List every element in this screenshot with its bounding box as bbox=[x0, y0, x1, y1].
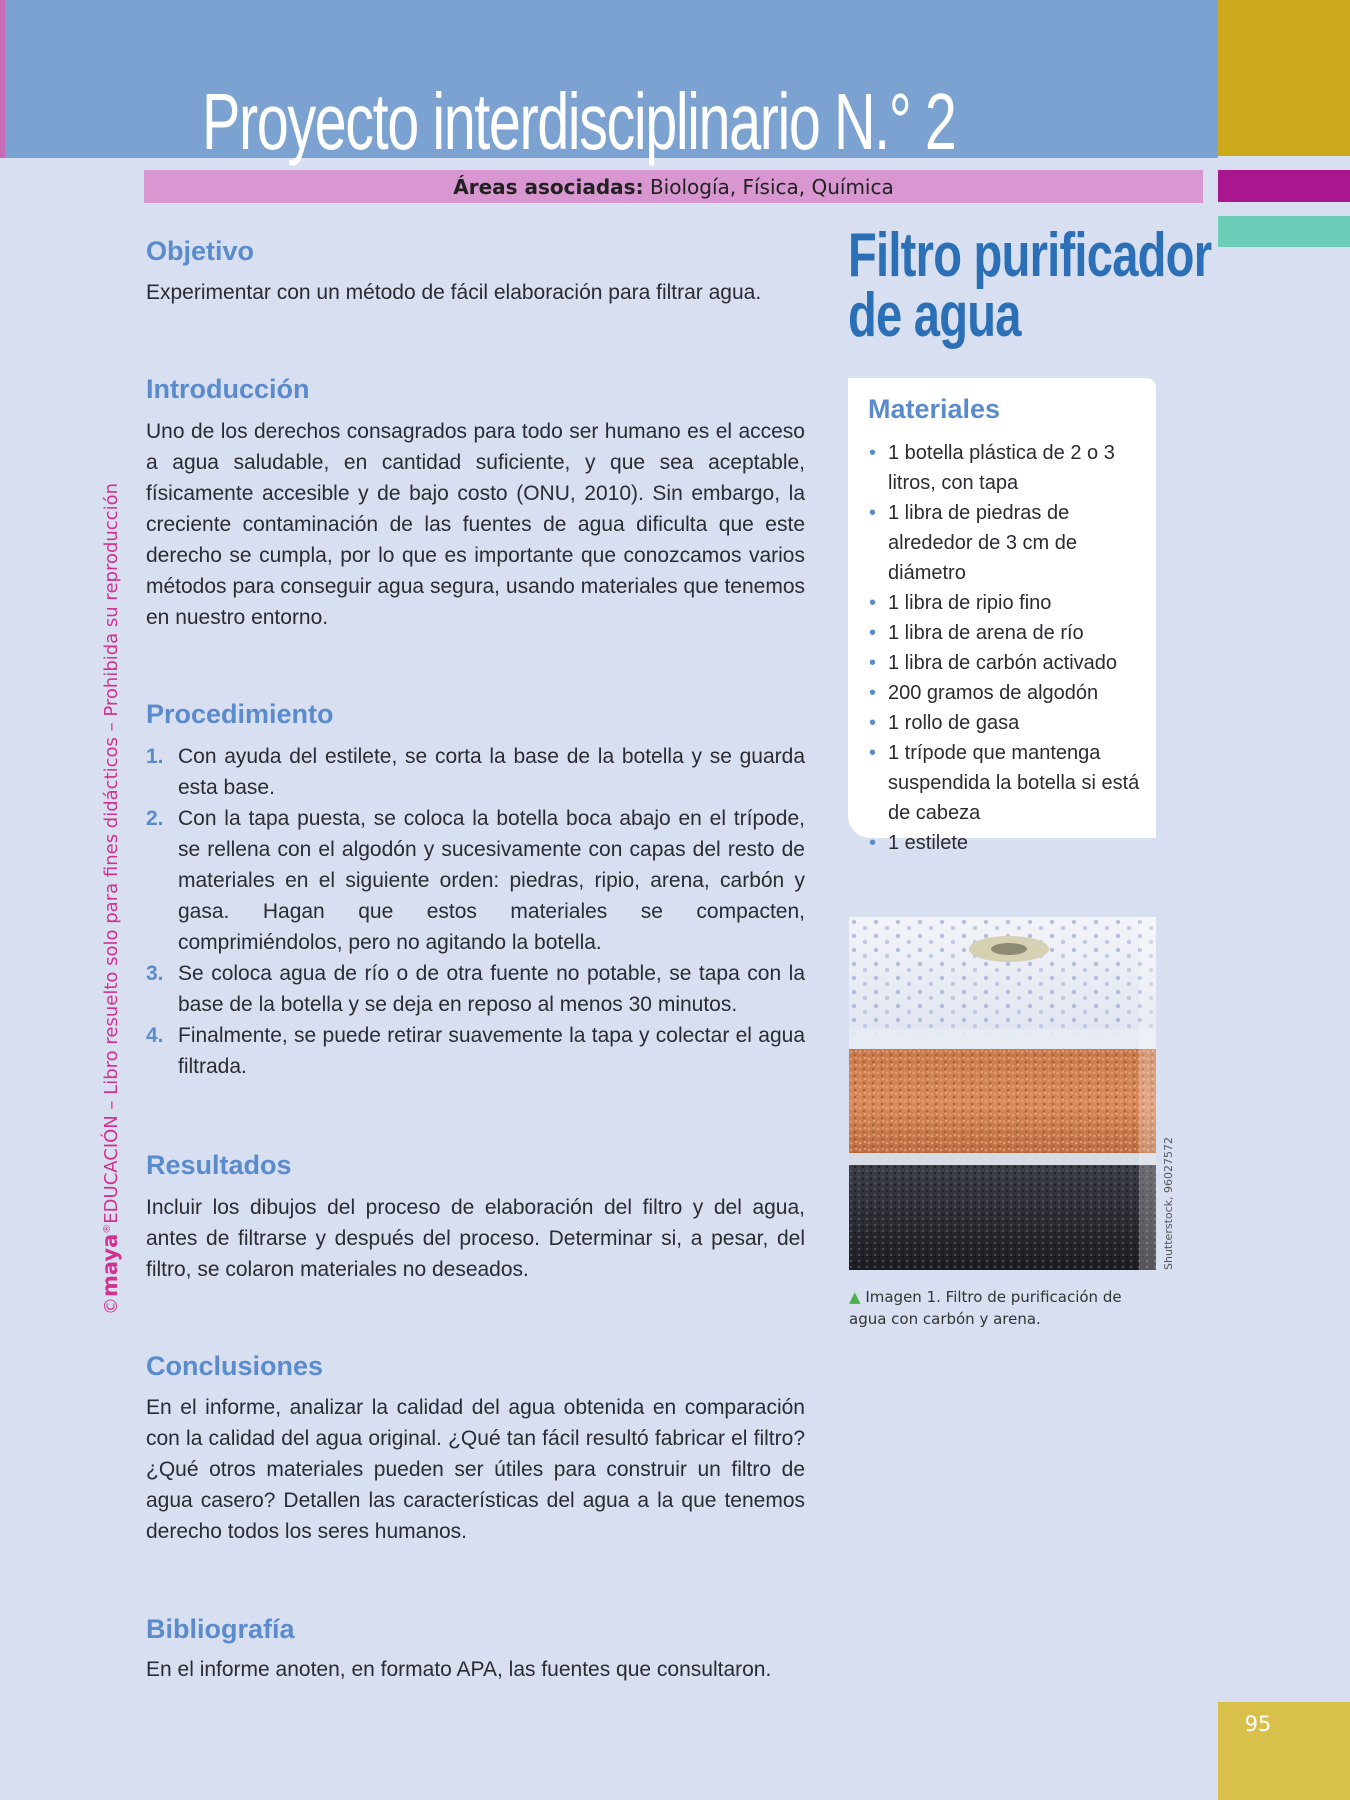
bullet-icon: • bbox=[869, 682, 877, 704]
registered-mark: ® bbox=[102, 1223, 113, 1234]
page-title: Proyecto interdisciplinario N.° 2 bbox=[202, 77, 956, 166]
step-text: Se coloca agua de río o de otra fuente no potable, se tapa con la base de la botella y se deja en reposo al menos 30 minutos. bbox=[178, 962, 805, 1016]
list-item bbox=[868, 738, 1146, 828]
accent-tab-teal bbox=[1218, 216, 1350, 247]
list-item bbox=[868, 828, 1146, 858]
corner-accent-yellow bbox=[1218, 0, 1350, 156]
list-item bbox=[868, 648, 1146, 678]
procedure-step bbox=[146, 803, 805, 958]
associated-areas-bar bbox=[144, 170, 1203, 203]
page-number-box bbox=[1218, 1702, 1350, 1800]
bullet-icon: • bbox=[869, 622, 877, 644]
procedure-step bbox=[146, 741, 805, 803]
conclusiones-text: En el informe, analizar la calidad del agua obtenida en comparación con la calidad del agua original. ¿Qué tan fácil resultó fabricar el filtro? ¿Qué otros materiales pueden ser útiles para construir un filtro de agua casero? Detallen las características del agua a la que tenemos derecho todos los seres humanos. bbox=[146, 1396, 805, 1543]
copyright-notice bbox=[98, 483, 122, 1315]
project-title-line2: de agua bbox=[848, 281, 1021, 350]
objetivo-heading: Objetivo bbox=[146, 236, 255, 266]
material-text: 1 estilete bbox=[888, 832, 969, 854]
caption-text: Imagen 1. Filtro de purificación de agua con carbón y arena. bbox=[849, 1288, 1122, 1328]
brand-logo-text: maya bbox=[98, 1233, 122, 1297]
list-item bbox=[868, 498, 1146, 588]
list-item bbox=[868, 678, 1146, 708]
material-text: 1 trípode que mantenga suspendida la botella si está de cabeza bbox=[888, 742, 1140, 824]
areas-value: Biología, Física, Química bbox=[649, 175, 894, 199]
introduccion-heading: Introducción bbox=[146, 374, 310, 404]
accent-tab-magenta bbox=[1218, 170, 1350, 202]
material-text: 200 gramos de algodón bbox=[888, 682, 1099, 704]
objetivo-text: Experimentar con un método de fácil elaboración para filtrar agua. bbox=[146, 281, 762, 304]
step-number: 4. bbox=[146, 1024, 164, 1047]
list-item bbox=[868, 588, 1146, 618]
bullet-icon: • bbox=[869, 592, 877, 614]
list-item bbox=[868, 618, 1146, 648]
procedure-step bbox=[146, 1020, 805, 1082]
procedure-steps bbox=[146, 741, 805, 1082]
project-title bbox=[848, 221, 1212, 350]
material-text: 1 libra de piedras de alrededor de 3 cm de diámetro bbox=[888, 502, 1078, 584]
step-text: Con ayuda del estilete, se corta la base de la botella y se guarda esta base. bbox=[178, 745, 805, 799]
step-number: 2. bbox=[146, 807, 164, 830]
material-text: 1 rollo de gasa bbox=[888, 712, 1020, 734]
list-item bbox=[868, 708, 1146, 738]
bullet-icon: • bbox=[869, 652, 877, 674]
step-text: Finalmente, se puede retirar suavemente la tapa y colectar el agua filtrada. bbox=[178, 1024, 805, 1078]
resultados-text: Incluir los dibujos del proceso de elaboración del filtro y del agua, antes de filtrarse y después del proceso. Determinar si, a pesar, del filtro, se colaron materiales no deseados. bbox=[146, 1196, 805, 1281]
material-text: 1 libra de ripio fino bbox=[888, 592, 1052, 614]
procedimiento-heading: Procedimiento bbox=[146, 699, 334, 729]
introduccion-text: Uno de los derechos consagrados para todo ser humano es el acceso a agua saludable, en cantidad suficiente, y que sea aceptable, físicamente accesible y de bajo costo (ONU, 2010). Sin embargo, la creciente contaminación de las fuentes de agua dificulta que este derecho se cumpla, por lo que es importante que conozcamos varios métodos para conseguir agua segura, usando materiales que tenemos en nuestro entorno. bbox=[146, 420, 805, 629]
bullet-icon: • bbox=[869, 442, 877, 464]
bullet-icon: • bbox=[869, 502, 877, 524]
step-text: Con la tapa puesta, se coloca la botella boca abajo en el trípode, se rellena con el algodón y sucesivamente con capas del resto de materiales en el siguiente orden: piedras, ripio, arena, carbón y gasa. Hagan que estos materiales se compacten, comprimiéndolos, pero no agitando la botella. bbox=[178, 807, 805, 954]
bullet-icon: • bbox=[869, 712, 877, 734]
materiales-heading: Materiales bbox=[868, 394, 1001, 424]
triangle-marker-icon: ▲ bbox=[849, 1288, 861, 1306]
step-number: 3. bbox=[146, 962, 164, 985]
bullet-icon: • bbox=[869, 832, 877, 854]
step-number: 1. bbox=[146, 745, 164, 768]
resultados-heading: Resultados bbox=[146, 1150, 292, 1180]
conclusiones-heading: Conclusiones bbox=[146, 1351, 324, 1381]
copyright-symbol: © bbox=[101, 1297, 122, 1315]
bibliografia-heading: Bibliografía bbox=[146, 1614, 295, 1644]
bullet-icon: • bbox=[869, 742, 877, 764]
image-caption bbox=[849, 1286, 1159, 1330]
page-number: 95 bbox=[1244, 1712, 1272, 1736]
project-title-line1: Filtro purificador bbox=[848, 221, 1212, 290]
water-filter-photo bbox=[849, 917, 1156, 1270]
materials-card bbox=[848, 378, 1156, 854]
list-item bbox=[868, 438, 1146, 498]
procedure-step bbox=[146, 958, 805, 1020]
material-text: 1 libra de carbón activado bbox=[888, 652, 1118, 674]
photo-credit: Shutterstock, 96027572 bbox=[1162, 1136, 1175, 1270]
copyright-text: EDUCACIÓN – Libro resuelto solo para fines didácticos – Prohibida su reproducción bbox=[101, 482, 122, 1224]
bibliografia-text: En el informe anoten, en formato APA, las fuentes que consultaron. bbox=[146, 1658, 772, 1681]
materials-list bbox=[868, 438, 1146, 858]
material-text: 1 botella plástica de 2 o 3 litros, con tapa bbox=[888, 442, 1115, 494]
material-text: 1 libra de arena de río bbox=[888, 622, 1084, 644]
areas-label: Áreas asociadas: bbox=[453, 175, 644, 199]
